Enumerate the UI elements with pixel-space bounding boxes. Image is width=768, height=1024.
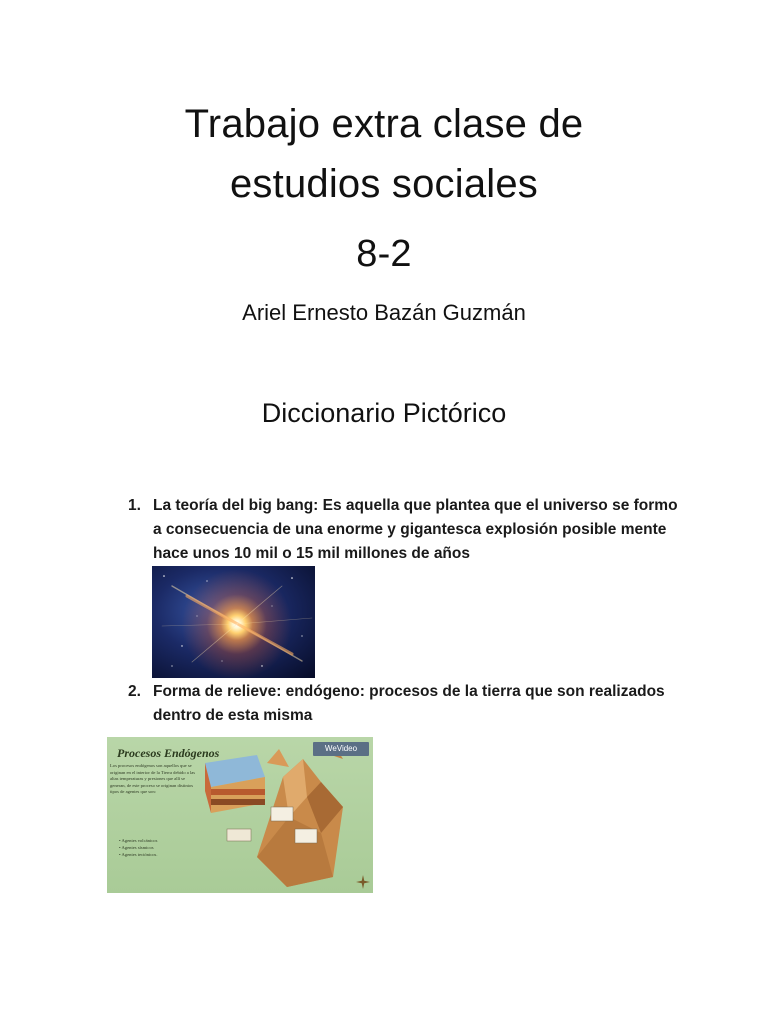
slide-list xyxy=(115,837,199,858)
list-item xyxy=(128,680,688,728)
big-bang-image xyxy=(152,566,315,678)
item-text: La teoría del big bang: Es aquella que plantea que el universo se formo a consecuencia de una enorme y gigantesca explosión posible mente hace unos 10 mil o 15 mil millones de años xyxy=(153,497,678,562)
item-number: 2. xyxy=(128,683,141,700)
author-name: Ariel Ernesto Bazán Guzmán xyxy=(242,300,526,325)
title-line-2: estudios sociales xyxy=(229,162,538,206)
group-label: 8-2 xyxy=(356,233,412,275)
slide-title: Procesos Endógenos xyxy=(117,746,220,760)
document-subtitle: Diccionario Pictórico xyxy=(261,398,507,428)
slide-list-item: • Agentes tectónicos. xyxy=(119,851,199,858)
slide-body-text: Los procesos endógenos son aquellos que se originan en el interior de la Tierra debido a las altas temperaturas y presiones que allí se generan, de este proceso se originan distintos tipos de agentes que son: xyxy=(110,763,196,795)
slide-list-item: • Agentes volcánicos xyxy=(119,837,199,844)
list-item xyxy=(128,494,688,566)
item-number: 1. xyxy=(128,497,141,514)
slide-list-item: • Agentes sísmicos xyxy=(119,844,199,851)
big-bang-illustration xyxy=(152,566,315,678)
brand-logo: WeVideo xyxy=(313,742,369,756)
procesos-endogenos-image xyxy=(107,737,373,893)
item-text: Forma de relieve: endógeno: procesos de la tierra que son realizados dentro de esta misma xyxy=(153,683,665,724)
title-line-1: Trabajo extra clase de xyxy=(184,102,584,146)
